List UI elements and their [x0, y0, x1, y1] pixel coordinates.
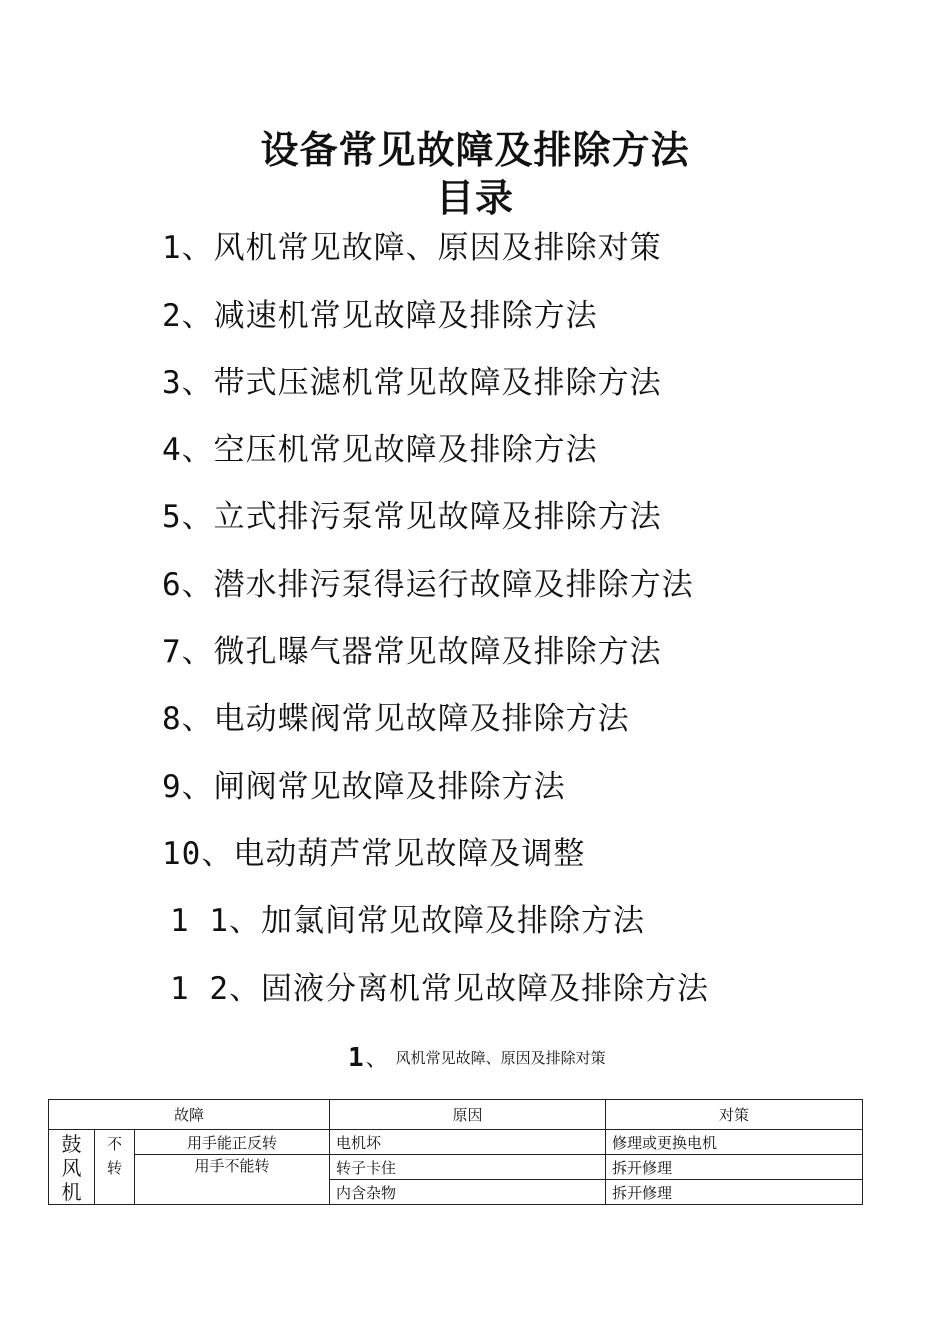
section-separator: 、 — [365, 1047, 388, 1072]
toc-item[interactable]: 6、潜水排污泵得运行故障及排除方法 — [162, 567, 694, 603]
section-number: 1 — [348, 1043, 364, 1073]
toc-item[interactable]: 1 2、固液分离机常见故障及排除方法 — [170, 971, 709, 1007]
remedy-cell: 拆开修理 — [606, 1180, 863, 1205]
toc-item[interactable]: 7、微孔曝气器常见故障及排除方法 — [162, 634, 662, 670]
cause-cell: 电机坏 — [330, 1130, 606, 1155]
subcategory-cell — [95, 1130, 135, 1205]
toc-item[interactable]: 2、减速机常见故障及排除方法 — [162, 298, 598, 334]
category-label: 鼓风机 — [61, 1132, 82, 1204]
table-row — [49, 1130, 863, 1155]
document-title: 设备常见故障及排除方法 — [260, 128, 690, 172]
toc-item[interactable]: 4、空压机常见故障及排除方法 — [162, 432, 598, 468]
remedy-cell: 拆开修理 — [606, 1155, 863, 1180]
remedy-cell: 修理或更换电机 — [606, 1130, 863, 1155]
toc-item[interactable]: 9、闸阀常见故障及排除方法 — [162, 769, 566, 805]
subcategory-label: 不转 — [106, 1135, 122, 1177]
cause-cell: 内含杂物 — [330, 1180, 606, 1205]
toc-item[interactable]: 8、电动蝶阀常见故障及排除方法 — [162, 701, 630, 737]
table-row — [49, 1155, 863, 1180]
fault-table — [48, 1099, 863, 1205]
toc-item[interactable]: 1 1、加氯间常见故障及排除方法 — [170, 903, 645, 939]
section-heading — [348, 1042, 606, 1073]
category-cell — [49, 1130, 95, 1205]
table-header-row — [49, 1100, 863, 1130]
toc-item[interactable]: 10、电动葫芦常见故障及调整 — [162, 836, 586, 872]
symptom-cell: 用手能正反转 — [135, 1130, 330, 1155]
toc-item[interactable]: 1、风机常见故障、原因及排除对策 — [162, 230, 662, 266]
section-title: 风机常见故障、原因及排除对策 — [395, 1049, 606, 1067]
toc-item[interactable]: 3、带式压滤机常见故障及排除方法 — [162, 365, 662, 401]
toc-item[interactable]: 5、立式排污泵常见故障及排除方法 — [162, 499, 662, 535]
header-cause: 原因 — [330, 1100, 606, 1130]
toc-heading: 目录 — [435, 176, 514, 220]
header-remedy: 对策 — [606, 1100, 863, 1130]
symptom-cell: 用手不能转 — [135, 1155, 330, 1205]
header-fault: 故障 — [49, 1100, 330, 1130]
cause-cell: 转子卡住 — [330, 1155, 606, 1180]
